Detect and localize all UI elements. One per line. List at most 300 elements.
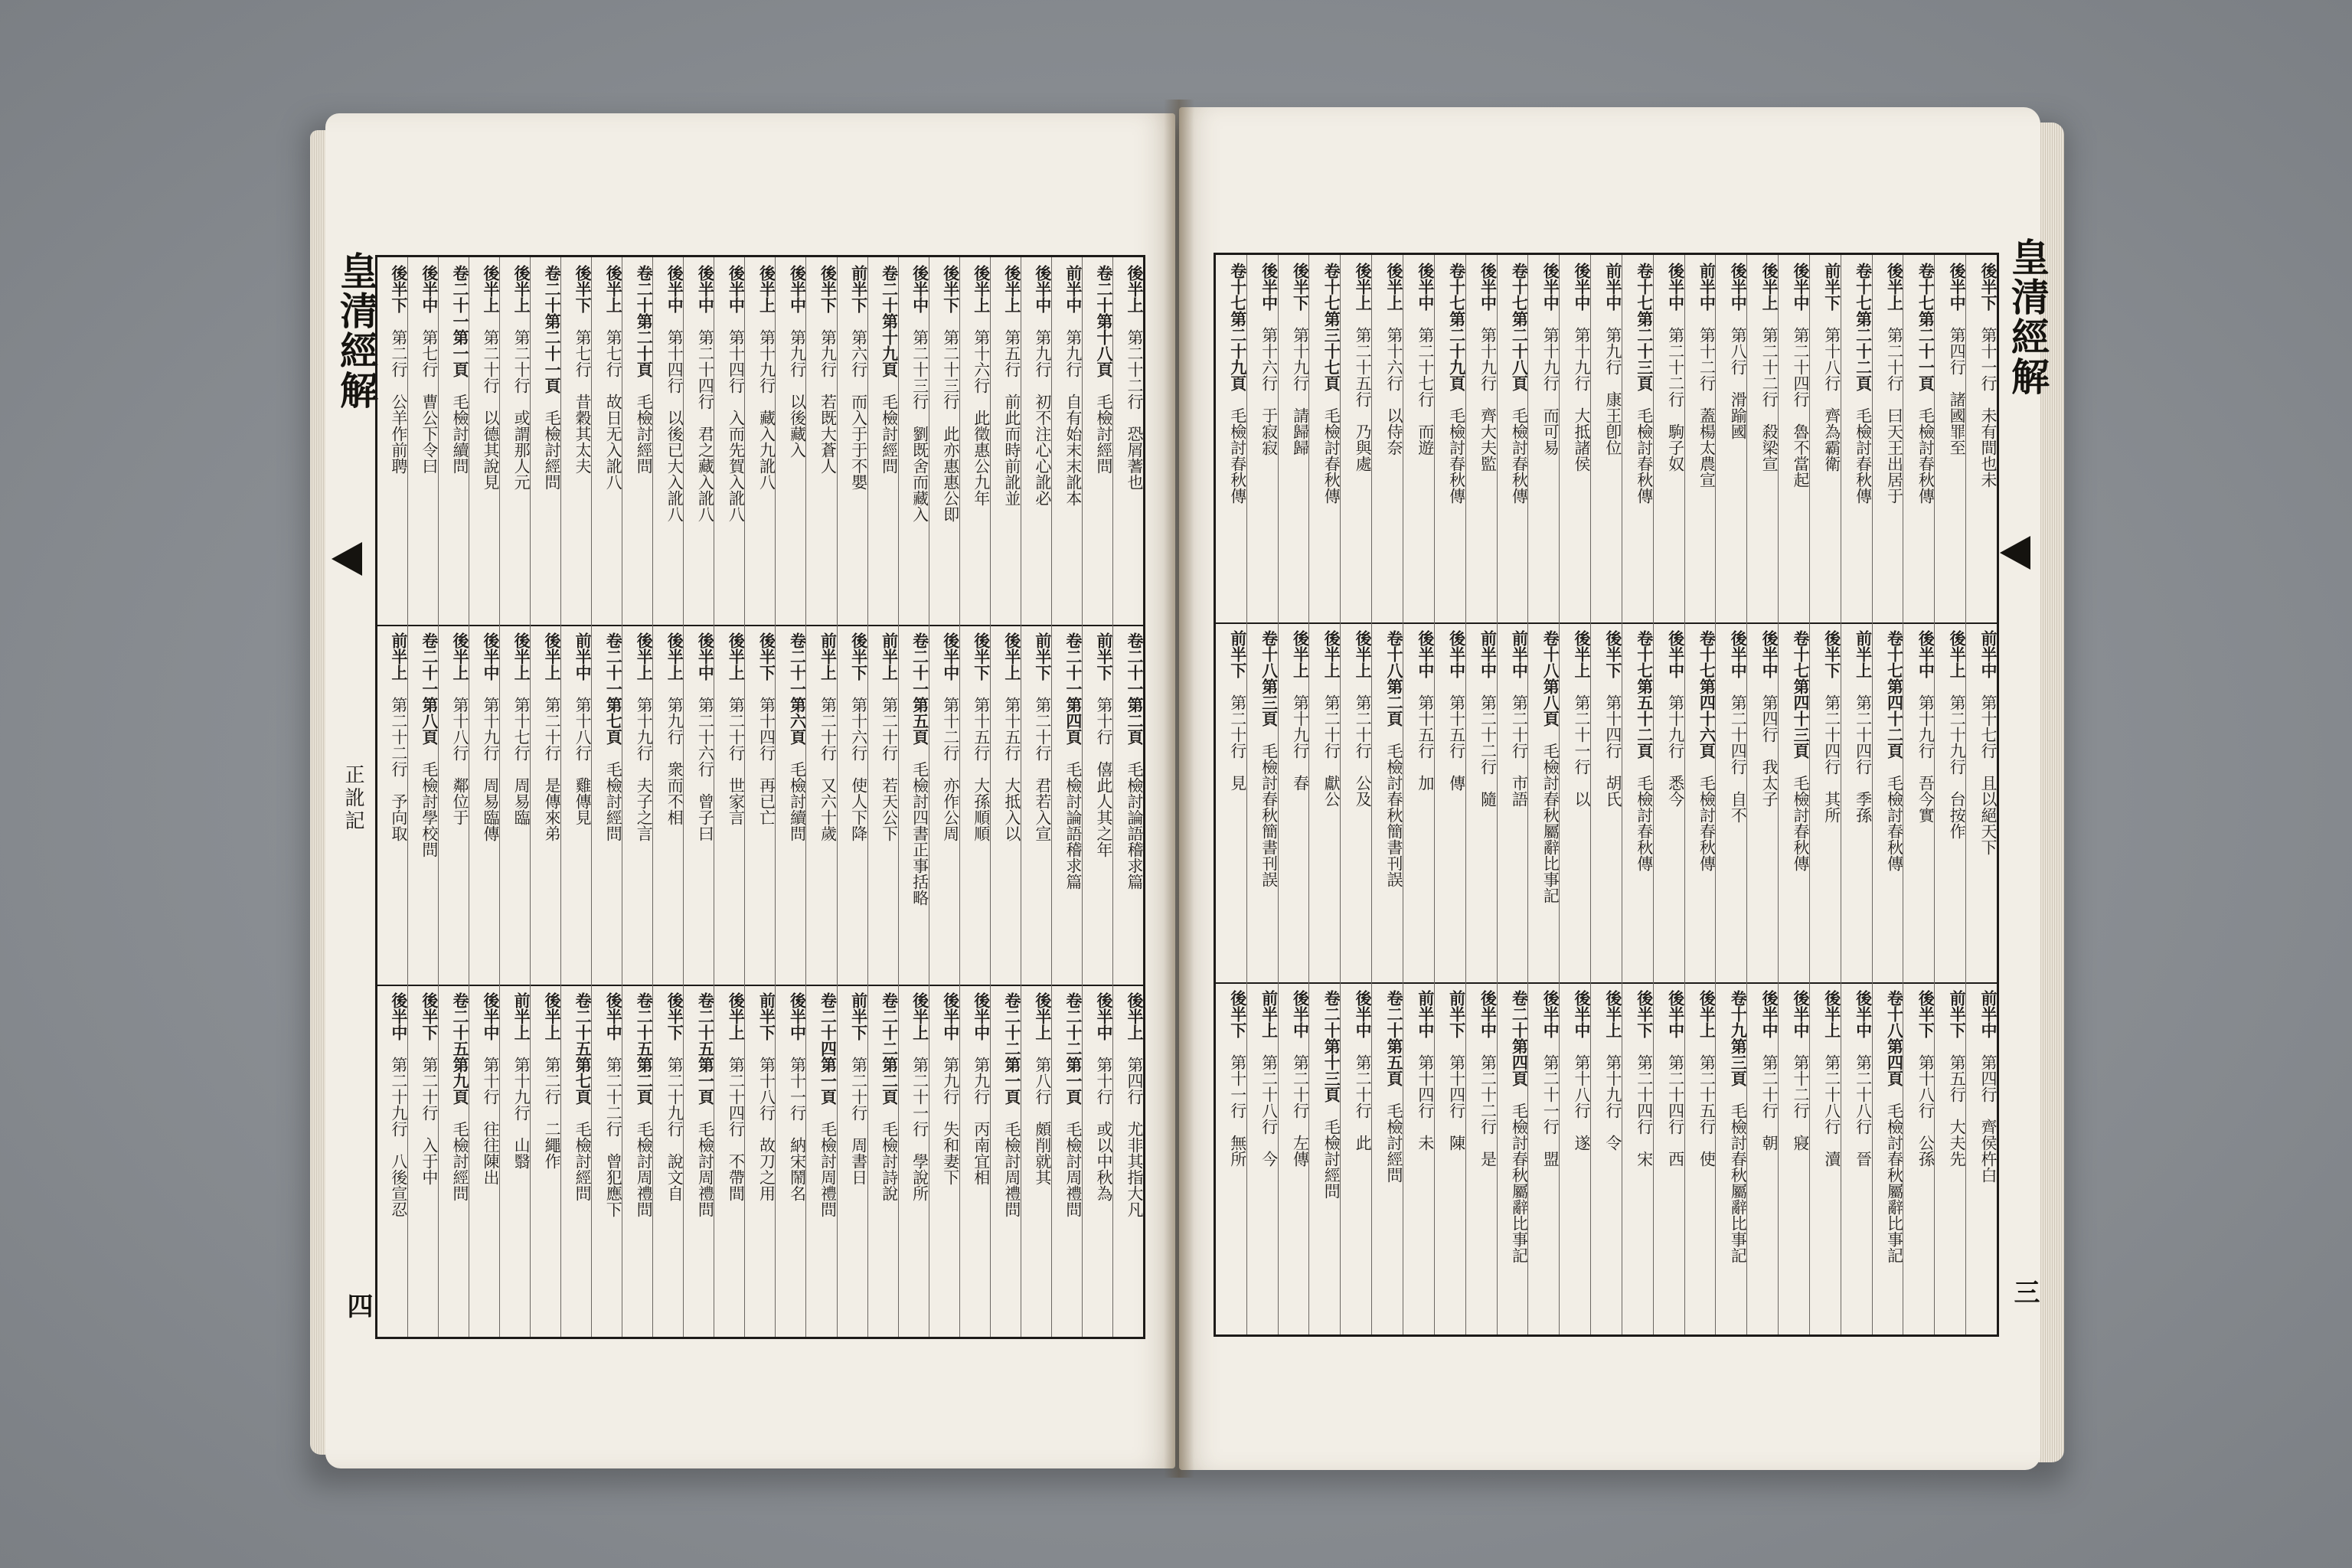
text-column [1778,255,1809,622]
text-column [867,625,898,985]
column-text: 第十一行 納宋鬧名 [788,1057,807,1201]
text-column [744,257,775,625]
column-reference: 卷二十一第四頁 [1063,632,1083,745]
column-text: 第十九行 周易臨傳 [482,697,501,841]
text-column [1434,255,1465,622]
text-column [1872,982,1903,1334]
column-reference: 卷二十五第一頁 [696,992,716,1105]
column-reference: 卷十八第四頁 [1885,990,1905,1086]
column-reference: 卷二十一第八頁 [420,632,439,745]
text-column [1965,255,1997,622]
column-text: 第二十二行 恐屑蓍也 [1125,329,1144,490]
column-text: 第二十行 世家言 [727,697,746,825]
column-text: 第二十行 是傳來弟 [543,697,562,841]
column-text: 第十八行 公孫 [1916,1054,1936,1167]
text-column [1872,255,1903,622]
column-reference: 前半中 [573,632,593,681]
text-column [1112,985,1143,1337]
column-reference: 後半上 [910,992,930,1040]
column-text: 第十八行 遂 [1573,1054,1592,1151]
right-page-number: 三 [2009,1279,2040,1305]
text-column [714,257,744,625]
text-column [959,625,990,985]
column-reference: 後半下 [1979,263,1998,311]
text-column [1841,255,1872,622]
column-reference: 後半下 [665,992,685,1040]
left-side-label: 正訛記 [341,764,364,833]
column-reference: 卷二十二第二頁 [880,992,900,1105]
column-reference: 卷二十一第七頁 [604,632,624,745]
column-text: 第二十二行 殺梁宣 [1760,327,1779,472]
text-column [1434,982,1465,1334]
text-column [744,625,775,985]
column-reference: 後半上 [1033,992,1053,1040]
right-tier-2 [1216,622,1997,984]
column-text: 第二十四行 自不 [1729,694,1748,823]
column-text: 第十五行 傳 [1447,694,1466,791]
column-reference: 後半中 [604,992,624,1040]
column-text: 第二十四行 季孫 [1854,694,1873,823]
column-text: 毛檢討春秋傳 [1510,407,1529,504]
text-column [1965,982,1997,1334]
column-reference: 後半上 [757,265,777,313]
right-tier-3 [1216,982,1997,1334]
column-text: 第十四行 再已亡 [757,697,776,825]
column-text: 第二十一行 學說所 [910,1057,929,1201]
column-text: 第二十八行 今 [1259,1054,1279,1167]
column-text: 第二十九行 八後宣忍 [389,1057,408,1217]
text-column [622,985,655,1337]
column-text: 第六行 而入于于不嬰 [849,329,868,490]
column-text: 毛檢討續問 [788,761,807,841]
text-column [805,625,836,985]
column-reference: 卷二十一第二頁 [1125,632,1145,745]
text-column [714,625,744,985]
column-text: 第二十二行 予向取 [389,697,408,841]
column-reference: 後半中 [1259,263,1279,311]
column-text: 第八行 滑踰國 [1729,327,1748,439]
column-text: 毛檢討春秋簡書刊誤 [1384,743,1403,887]
column-reference: 後半上 [1885,263,1905,311]
left-tier-2 [377,625,1143,986]
column-text: 毛檢討春秋傳 [1228,407,1247,504]
column-reference: 後半下 [849,632,869,681]
left-page-number: 四 [342,1292,373,1318]
column-reference: 後半上 [1822,990,1842,1038]
column-text: 第十行 僖此人其之年 [1094,697,1113,858]
text-column [438,257,469,625]
text-column [591,257,622,625]
column-reference: 前半中 [1478,630,1498,678]
column-text: 毛檢討論語稽求篇 [1063,761,1083,890]
right-fish-tail-mark [2000,536,2030,570]
column-reference: 後半中 [788,265,808,313]
column-text: 第十四行 未 [1416,1054,1435,1151]
column-reference: 後半中 [1416,630,1436,678]
text-column [1340,255,1374,622]
text-column [990,257,1021,625]
column-reference: 後半上 [543,992,563,1040]
column-text: 第十六行 以侍奈 [1384,327,1403,456]
column-reference: 卷十七第二十九頁 [1447,263,1467,391]
column-reference: 後半上 [1760,263,1780,311]
text-column [1684,622,1716,982]
column-text: 第十六行 于寂寂 [1259,327,1279,456]
column-reference: 後半中 [972,992,991,1040]
column-text: 毛檢討春秋傳 [1916,407,1936,504]
column-reference: 後半下 [757,632,777,681]
text-column [1216,255,1246,622]
column-reference: 前半下 [1033,632,1053,681]
column-reference: 前半下 [1447,990,1467,1038]
column-reference: 卷十七第四十三頁 [1791,630,1811,759]
column-reference: 後半中 [1447,630,1467,678]
left-fish-tail-mark [332,542,362,576]
column-text: 第十七行 周易臨 [512,697,531,825]
left-text-frame [375,255,1145,1339]
column-text: 第十一行 無所 [1228,1054,1247,1167]
column-reference: 後半中 [788,992,808,1040]
column-text: 第九行 失和妻下 [941,1057,960,1185]
column-text: 毛檢討經問 [1094,394,1113,474]
column-reference: 卷二十第二十頁 [635,265,655,377]
column-reference: 後半上 [1125,265,1145,313]
column-text: 毛檢討周禮問 [635,1121,654,1217]
column-reference: 卷二十第十八頁 [1094,265,1114,377]
column-text: 第十六行 此徵惠公九年 [972,329,991,506]
column-text: 第十四行 陳 [1447,1054,1466,1151]
text-column [1497,982,1528,1334]
column-text: 毛檢討論語稽求篇 [1125,761,1144,890]
column-text: 第九行 若既大蒼人 [818,329,838,474]
column-text: 第二十九行 說文自 [665,1057,684,1201]
column-text: 毛檢討春秋傳 [1885,775,1904,871]
column-text: 毛檢討經問 [543,410,562,490]
column-text: 毛檢討春秋傳 [1447,407,1466,504]
text-column [1497,622,1528,982]
column-text: 第十八行 雞傳見 [573,697,593,825]
column-reference: 卷二十第五頁 [1384,990,1404,1086]
column-reference: 後半中 [1948,263,1968,311]
column-text: 毛檢討春秋簡書刊誤 [1259,743,1279,887]
column-reference: 卷二十五第二頁 [635,992,655,1105]
column-reference: 後半上 [482,265,501,313]
column-reference: 後半中 [1573,990,1592,1038]
column-text: 毛檢討周禮問 [696,1121,715,1217]
text-column [377,625,407,985]
column-text: 第二十四行 不帶間 [727,1057,746,1201]
text-column [929,985,959,1337]
column-text: 毛檢討經問 [573,1121,593,1201]
text-column [1903,982,1934,1334]
column-text: 第二十八行 瀆 [1822,1054,1841,1167]
column-reference: 前半中 [1063,265,1083,313]
column-reference: 前半下 [1094,632,1114,681]
text-column [1051,985,1082,1337]
column-text: 第二十行 見 [1228,694,1247,791]
text-column [1841,622,1872,982]
right-page [1179,107,2050,1470]
column-reference: 前半下 [757,992,777,1040]
column-reference: 前半中 [1603,263,1623,311]
column-text: 第十九行 齊大夫監 [1478,327,1498,472]
column-reference: 前半下 [1228,630,1248,678]
column-text: 第二十二行 是 [1478,1054,1498,1167]
text-column [652,625,683,985]
column-text: 第二行 二繩作 [543,1057,562,1169]
column-reference: 後半上 [604,265,624,313]
text-column [775,625,808,985]
column-text: 毛檢討經問 [1322,1119,1341,1199]
text-column [929,625,959,985]
left-tier-3 [377,985,1143,1337]
column-reference: 後半下 [389,265,409,313]
column-text: 第二十行 市語 [1510,694,1529,807]
column-reference: 卷二十第二十一頁 [543,265,563,394]
column-text: 毛檢討經問 [635,394,654,474]
text-column [990,625,1021,985]
text-column [591,625,622,985]
text-column [1371,622,1403,982]
text-column [1527,622,1559,982]
text-column [990,985,1021,1337]
text-column [1308,982,1340,1334]
text-column [1934,255,1968,622]
column-text: 毛檢討詩說 [880,1121,899,1201]
text-column [1684,982,1716,1334]
column-text: 毛檢討經問 [450,1121,469,1201]
column-text: 第二十一行 盟 [1541,1054,1560,1167]
column-reference: 卷二十五第九頁 [450,992,470,1105]
text-column [1246,622,1278,982]
text-column [1872,622,1903,982]
text-column [1216,622,1246,982]
text-column [959,257,990,625]
column-text: 第二十行 朝 [1760,1054,1779,1151]
column-reference: 後半上 [1322,630,1342,678]
column-text: 毛檢討周禮問 [818,1121,838,1217]
column-reference: 前半上 [1854,630,1873,678]
text-column [1434,622,1465,982]
column-reference: 後半中 [1478,990,1498,1038]
column-reference: 後半中 [1854,990,1873,1038]
column-text: 第二十九行 台按作 [1948,694,1967,839]
column-reference: 後半上 [1002,265,1022,313]
column-text: 第十九行 夫子之言 [635,697,654,841]
text-column [1340,622,1374,982]
text-column [1653,982,1684,1334]
column-text: 第九行 自有始末末訛本 [1063,329,1083,506]
column-reference: 前半下 [849,992,869,1040]
column-reference: 後半中 [482,992,501,1040]
column-reference: 後半中 [1541,990,1561,1038]
text-column [1308,622,1340,982]
column-reference: 卷十八第八頁 [1541,630,1561,727]
left-page-spine-title: 皇清經解 [334,251,379,410]
text-column [530,625,563,985]
column-text: 毛檢討春秋傳 [1697,775,1717,871]
column-text: 第十九行 悉今 [1666,694,1685,807]
column-reference: 卷二十五第七頁 [573,992,593,1105]
column-reference: 前半中 [1416,990,1436,1038]
column-reference: 卷十八第三頁 [1259,630,1279,727]
column-text: 第二十行 又六十歲 [818,697,838,841]
text-column [438,625,469,985]
column-text: 第七行 昔穀其太夫 [573,329,593,474]
column-reference: 卷二十一第五頁 [910,632,930,745]
column-text: 第九行 衆而不相 [665,697,684,825]
column-reference: 卷二十第十九頁 [880,265,900,377]
column-reference: 前半下 [849,265,869,313]
text-column [775,257,808,625]
column-text: 第十九行 請歸歸 [1291,327,1310,456]
column-reference: 前半上 [818,632,838,681]
column-text: 毛檢討春秋傳 [1635,407,1654,504]
text-column [1715,622,1749,982]
column-text: 第九行 以後藏入 [788,329,807,458]
text-column [1559,622,1590,982]
column-text: 毛檢討周禮問 [1002,1121,1021,1217]
column-reference: 後半中 [696,632,716,681]
column-text: 毛檢討續問 [450,394,469,474]
column-text: 第十五行 大孫順順 [972,697,991,841]
text-column [1684,255,1716,622]
column-text: 毛檢討四書正事括略 [910,761,929,906]
column-reference: 後半上 [512,632,532,681]
column-reference: 後半下 [1822,630,1842,678]
column-reference: 後半上 [1125,992,1145,1040]
text-column [1082,257,1112,625]
column-reference: 卷十九第三頁 [1729,990,1749,1086]
column-text: 第十一行 未有間也未 [1979,327,1998,488]
text-column [1746,622,1778,982]
column-text: 第二十行 若天公下 [880,697,899,841]
column-reference: 前半下 [1948,990,1968,1038]
column-text: 第十五行 加 [1416,694,1435,791]
column-text: 第四行 諸國罪至 [1948,327,1967,456]
column-text: 第十七行 且以絕天下 [1979,694,1998,855]
column-text: 第二十二行 駒子奴 [1666,327,1685,472]
text-column [1371,982,1403,1334]
text-column [1809,255,1841,622]
column-text: 第十八行 齊為霸衛 [1822,327,1841,472]
text-column [1841,982,1872,1334]
column-text: 第七行 故日无入訛八 [604,329,623,490]
text-column [1903,622,1934,982]
book-gutter [1164,100,1194,1478]
column-reference: 後半中 [1791,990,1811,1038]
column-reference: 後半中 [1033,265,1053,313]
text-column [530,985,563,1337]
text-column [469,257,499,625]
right-page-spine-title: 皇清經解 [2005,237,2050,397]
text-column [929,257,959,625]
column-text: 第五行 大夫先 [1948,1054,1967,1167]
column-reference: 後半中 [1729,630,1749,678]
column-reference: 卷十七第五十二頁 [1635,630,1655,759]
column-reference: 後半中 [941,992,961,1040]
column-reference: 後半下 [1291,263,1311,311]
text-column [837,985,867,1337]
text-column [652,257,683,625]
column-reference: 後半中 [482,632,501,681]
column-text: 毛檢討春秋傳 [1854,407,1873,504]
column-reference: 卷二十二第一頁 [1063,992,1083,1105]
column-text: 毛檢討經問 [880,394,899,474]
column-reference: 前半上 [512,992,532,1040]
text-column [1465,982,1497,1334]
column-reference: 後半上 [1573,630,1592,678]
text-column [1403,622,1434,982]
text-column [1622,982,1653,1334]
column-text: 毛檢討學校問 [420,761,439,858]
column-reference: 後半中 [1666,263,1686,311]
right-tier-1 [1216,255,1997,624]
column-text: 毛檢討經問 [1384,1102,1403,1183]
text-column [1559,982,1590,1334]
column-reference: 卷十七第二十八頁 [1510,263,1530,391]
column-reference: 卷十七第四十二頁 [1885,630,1905,759]
text-column [1278,982,1309,1334]
text-column [837,625,867,985]
text-column [775,985,808,1337]
text-column [1746,255,1778,622]
text-column [1051,625,1082,985]
column-reference: 後半中 [1354,990,1374,1038]
column-reference: 後半下 [972,632,991,681]
text-column [1653,255,1684,622]
text-column [1934,982,1968,1334]
column-reference: 後半中 [941,632,961,681]
column-reference: 卷十七第四十六頁 [1697,630,1717,759]
column-text: 第十九行 而可易 [1541,327,1560,456]
column-text: 第二十一行 以 [1573,694,1592,807]
text-column [867,257,898,625]
column-reference: 後半中 [696,265,716,313]
text-column [469,625,499,985]
text-column [499,985,530,1337]
column-reference: 後半中 [1760,630,1780,678]
column-text: 第二十四行 其所 [1822,694,1841,823]
column-text: 第二十五行 使 [1697,1054,1717,1167]
text-column [407,985,438,1337]
column-reference: 卷十七第三十七頁 [1322,263,1342,391]
text-column [959,985,990,1337]
column-reference: 後半上 [1384,263,1404,311]
column-reference: 卷十七第二十三頁 [1635,263,1655,391]
column-text: 第十八行 故刀之用 [757,1057,776,1201]
text-column [1465,255,1497,622]
column-text: 第二十行 獻公 [1322,694,1341,807]
text-column [1216,982,1246,1334]
column-reference: 後半上 [1291,630,1311,678]
column-text: 第二十四行 宋 [1635,1054,1654,1167]
column-reference: 卷十七第二十九頁 [1228,263,1248,391]
column-text: 第二十八行 晉 [1854,1054,1873,1167]
column-text: 第二行 公羊作前聘 [389,329,408,474]
text-column [1778,982,1809,1334]
column-reference: 卷二十二第一頁 [1002,992,1022,1105]
text-column [1021,985,1051,1337]
column-reference: 前半中 [1979,990,1998,1038]
column-text: 第十四行 胡氏 [1603,694,1622,807]
column-reference: 後半上 [1002,632,1022,681]
text-column [1497,255,1528,622]
column-text: 第二十行 以德其說見 [482,329,501,490]
column-reference: 前半中 [1979,630,1998,678]
column-reference: 卷二十第四頁 [1510,990,1530,1086]
column-reference: 後半下 [941,265,961,313]
